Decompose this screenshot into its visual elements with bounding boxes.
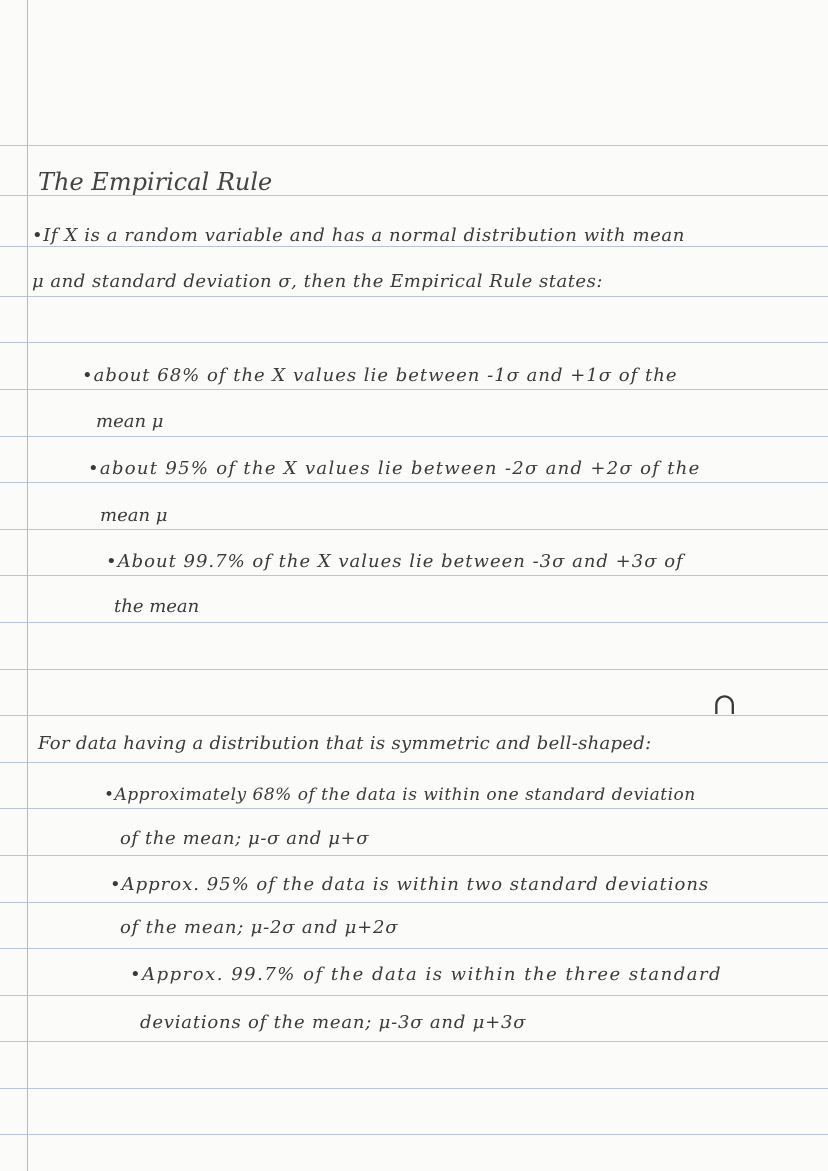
ruled-line — [0, 145, 828, 146]
ruled-line — [0, 342, 828, 343]
margin-line — [27, 0, 28, 1171]
rule-line: •about 68% of the X values lie between -1σ and +1σ of the — [82, 365, 678, 386]
ruled-line — [0, 296, 828, 297]
point-line: •Approximately 68% of the data is within one standard deviation — [104, 785, 696, 805]
ruled-line — [0, 948, 828, 949]
ruled-line — [0, 1088, 828, 1089]
ruled-line — [0, 482, 828, 483]
ruled-line — [0, 762, 828, 763]
rule-line: mean μ — [96, 411, 164, 432]
bell-shaped-heading: For data having a distribution that is symmetric and bell-shaped: — [38, 733, 652, 754]
rule-line: mean μ — [100, 505, 168, 526]
rule-line: the mean — [114, 596, 200, 617]
ruled-line — [0, 669, 828, 670]
intro-line: •If X is a random variable and has a normal distribution with mean — [32, 225, 685, 246]
point-line: deviations of the mean; μ-3σ and μ+3σ — [140, 1012, 527, 1033]
ruled-line — [0, 1134, 828, 1135]
ruled-line — [0, 529, 828, 530]
ruled-line — [0, 389, 828, 390]
ruled-line — [0, 622, 828, 623]
ruled-line — [0, 808, 828, 809]
ruled-line — [0, 575, 828, 576]
point-line: •Approx. 99.7% of the data is within the three standard — [130, 964, 723, 985]
ruled-line — [0, 1041, 828, 1042]
intro-line: μ and standard deviation σ, then the Empirical Rule states: — [32, 271, 603, 292]
point-line: •Approx. 95% of the data is within two standard deviations — [110, 874, 710, 895]
notes-title: The Empirical Rule — [38, 168, 273, 196]
bell-curve-sketch: ∩ — [712, 687, 738, 722]
rule-line: •about 95% of the X values lie between -2σ and +2σ of the — [88, 458, 701, 479]
ruled-line — [0, 995, 828, 996]
ruled-line — [0, 436, 828, 437]
ruled-line — [0, 855, 828, 856]
point-line: of the mean; μ-2σ and μ+2σ — [120, 917, 399, 938]
ruled-line — [0, 246, 828, 247]
ruled-line — [0, 715, 828, 716]
rule-line: •About 99.7% of the X values lie between -3σ and +3σ of — [106, 551, 684, 572]
ruled-line — [0, 902, 828, 903]
point-line: of the mean; μ-σ and μ+σ — [120, 828, 370, 849]
